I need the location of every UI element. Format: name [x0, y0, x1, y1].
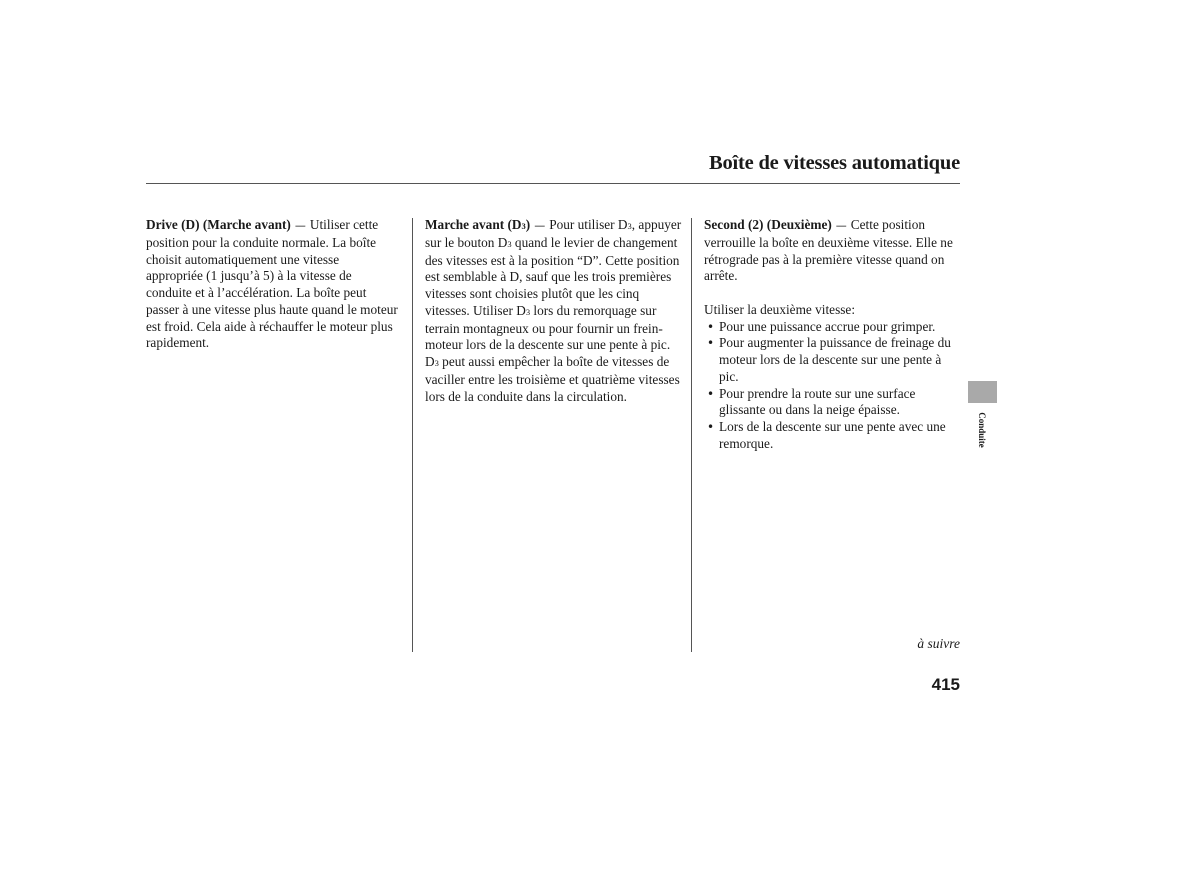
second-bullet-list	[704, 319, 956, 453]
d3-subscript-2: 3	[507, 238, 512, 249]
drive-text: Utiliser cette position pour la conduite normale. La boîte choisit automatiquement une vitesse appropriée (1 jusqu’à 5) à la vitesse de conduite et à l’accélération. La boîte peut passer à une vitesse plus haute quand le moteur est froid. Cela aide à réchauffer le moteur plus rapidement.	[146, 217, 398, 351]
list-item-text: Pour prendre la route sur une surface glissante ou dans la neige épaisse.	[719, 385, 916, 418]
em-dash: —	[294, 219, 306, 232]
section-tab	[968, 381, 997, 403]
page-title: Boîte de vitesses automatique	[708, 152, 960, 174]
list-item	[704, 335, 956, 385]
d3-heading-text: Marche avant (D	[425, 217, 522, 232]
d3-subscript-3: 3	[525, 306, 531, 317]
d3-text-3: quand le levier de changement des vitesses est à la position “D”. Cette position est semblable à D, sauf que les trois premières vitesses sont choisies plutôt que les cinq vitesses. Utiliser D	[425, 234, 680, 318]
d3-text-4: lors du remorquage sur terrain montagneux ou pour fournir un frein-moteur lors de la descente sur une pente à pic. D	[425, 302, 671, 369]
column-d3	[425, 217, 683, 405]
list-item-text: Lors de la descente sur une pente avec une remorque.	[719, 419, 946, 451]
d3-text-1: Pour utiliser D	[549, 217, 628, 232]
second-paragraph	[704, 217, 956, 285]
em-dash: —	[835, 219, 847, 232]
d3-heading	[425, 217, 530, 232]
header-rule	[146, 183, 960, 184]
second-intro: Utiliser la deuxième vitesse:	[704, 301, 856, 317]
bullet-icon: •	[707, 386, 715, 401]
column-divider-1	[412, 218, 413, 652]
d3-text-2: , appuyer sur le bouton D	[425, 217, 682, 250]
list-item-text: Pour augmenter la puissance de freinage du moteur lors de la descente sur une pente à pic.	[719, 335, 951, 384]
column-second	[704, 217, 956, 453]
bullet-icon: •	[707, 336, 715, 351]
second-text: Cette position verrouille la boîte en deuxième vitesse. Elle ne rétrograde pas à la première vitesse quand on arrête.	[704, 217, 953, 284]
bullet-icon: •	[707, 319, 715, 334]
second-heading: Second (2) (Deuxième)	[704, 217, 832, 232]
section-label: Conduite	[977, 412, 987, 448]
drive-paragraph	[146, 217, 398, 352]
list-item-text: Pour une puissance accrue pour grimper.	[719, 318, 936, 334]
column-drive	[146, 217, 398, 352]
d3-subscript-1: 3	[627, 221, 632, 231]
d3-heading-close: )	[525, 217, 531, 232]
d3-subscript-4: 3	[434, 358, 439, 368]
drive-heading: Drive (D) (Marche avant)	[146, 217, 291, 232]
continued-note: à suivre	[917, 636, 960, 651]
d3-paragraph	[425, 217, 683, 405]
em-dash: —	[534, 219, 546, 232]
list-item	[704, 319, 956, 336]
page-number: 415	[931, 675, 960, 694]
d3-text-5: peut aussi empêcher la boîte de vitesses de vaciller entre les troisième et quatrième vitesses lors de la conduite dans la circulation.	[425, 354, 680, 404]
list-item	[704, 386, 956, 420]
column-divider-2	[691, 218, 692, 652]
d3-heading-subscript: 3	[521, 221, 526, 231]
list-item	[704, 419, 956, 453]
bullet-icon: •	[707, 420, 715, 434]
